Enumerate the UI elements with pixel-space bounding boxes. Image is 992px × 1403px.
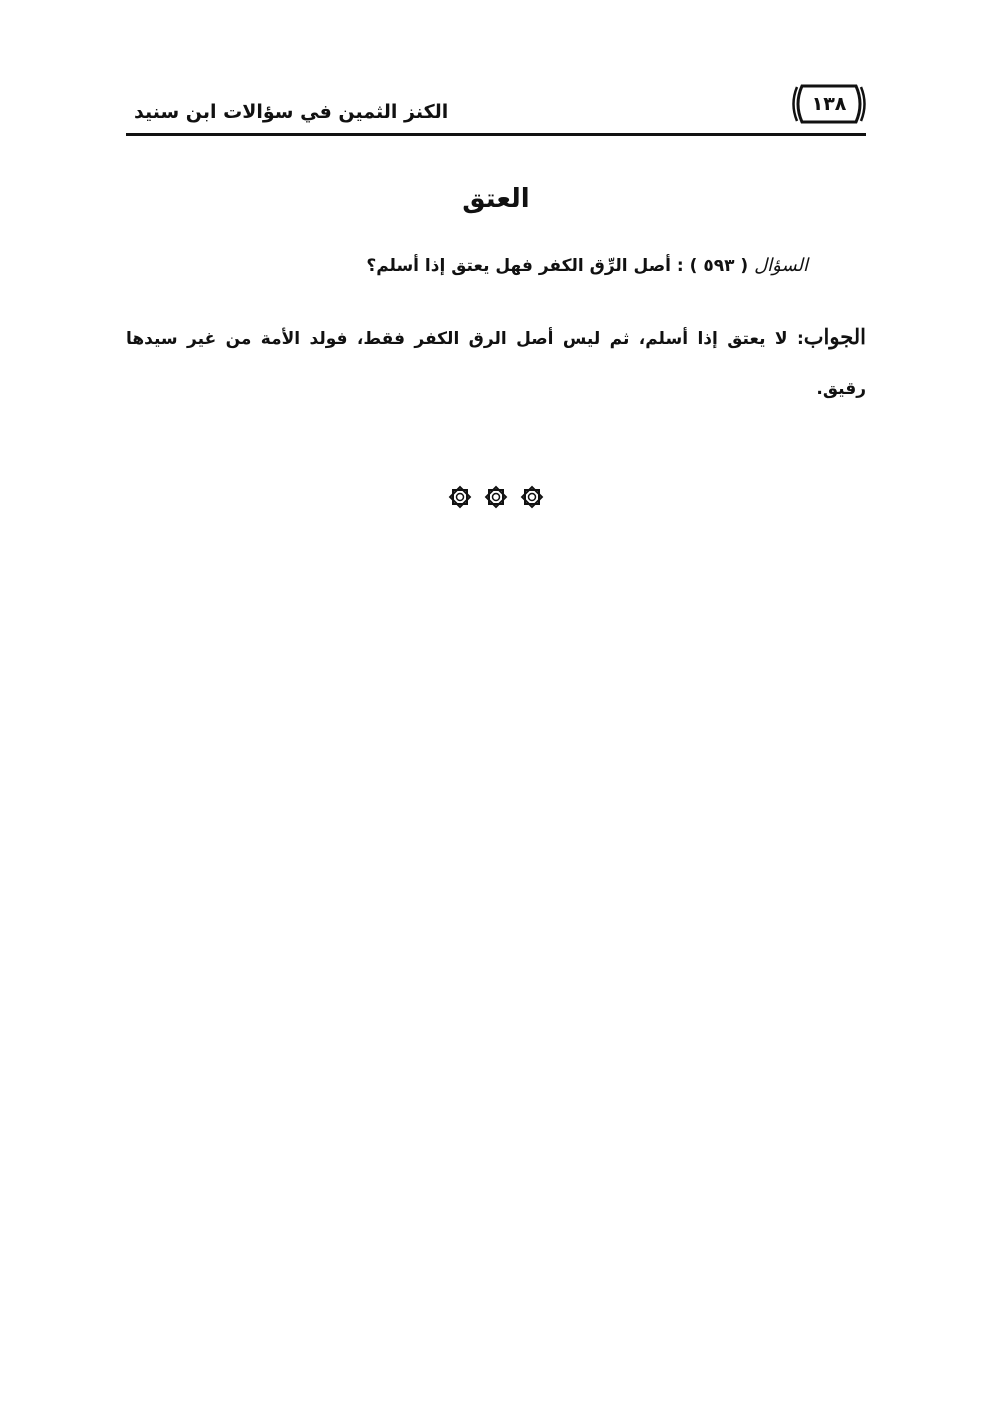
header-divider xyxy=(126,133,866,136)
answer-paragraph xyxy=(126,312,866,414)
question-label: السؤال xyxy=(754,255,808,276)
question-number: ( ٥٩٣ ) : xyxy=(676,256,749,276)
question-paragraph xyxy=(168,252,808,280)
question-text: أصل الرِّق الكفر فهل يعتق إذا أسلم؟ xyxy=(366,256,671,276)
section-ornaments xyxy=(0,484,992,510)
answer-label: الجواب xyxy=(803,324,866,349)
answer-text: : لا يعتق إذا أسلم، ثم ليس أصل الرق الكفر فقط، فولد الأمة من غير سيدها رقيق. xyxy=(126,329,866,399)
star-ornament-icon xyxy=(483,484,509,510)
page-header xyxy=(126,78,866,136)
star-ornament-icon xyxy=(447,484,473,510)
book-title: الكنز الثمين في سؤالات ابن سنيد xyxy=(134,101,449,123)
chapter-title: العتق xyxy=(462,184,530,214)
page-number-badge xyxy=(792,84,866,124)
page-number: ١٣٨ xyxy=(811,93,847,115)
star-ornament-icon xyxy=(519,484,545,510)
